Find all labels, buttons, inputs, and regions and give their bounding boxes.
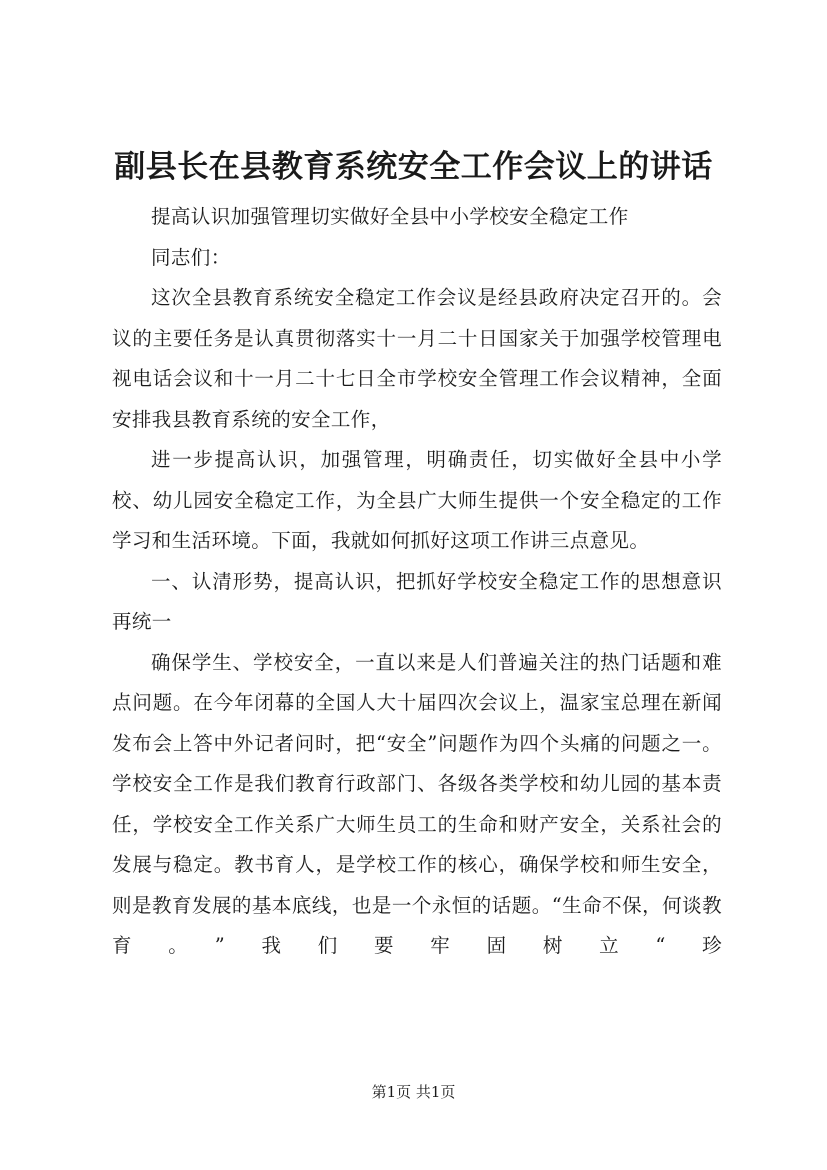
paragraph: 确保学生、学校安全，一直以来是人们普遍关注的热门话题和难点问题。在今年闭幕的全国人大十届四次会议上，温家宝总理在新闻发布会上答中外记者问时，把“安全”问题作为四个头痛的问题之一。学校安全工作是我们教育行政部门、各级各类学校和幼儿园的基本责任，学校安全工作关系广大师生员工的生命和财产安全，关系社会的发展与稳定。教书育人，是学校工作的核心，确保学校和师生安全，则是教育发展的基本底线，也是一个永恒的话题。“生命不保，何谈教育。”我们要牢固树立“珍 xyxy=(112,650,722,957)
section-heading: 一、认清形势，提高认识，把抓好学校安全稳定工作的思想意识再统一 xyxy=(112,569,722,633)
paragraph: 进一步提高认识，加强管理，明确责任，切实做好全县中小学校、幼儿园安全稳定工作，为全县广大师生提供一个安全稳定的工作学习和生活环境。下面，我就如何抓好这项工作讲三点意见。 xyxy=(112,448,722,552)
document-body xyxy=(112,197,722,967)
salutation: 同志们： xyxy=(151,245,231,269)
paragraph: 这次全县教育系统安全稳定工作会议是经县政府决定召开的。会议的主要任务是认真贯彻落实十一月二十日国家关于加强学校管理电视电话会议和十一月二十七日全市学校安全管理工作会议精神，全面安排我县教育系统的安全工作， xyxy=(112,286,722,431)
subtitle: 提高认识加强管理切实做好全县中小学校安全稳定工作 xyxy=(151,205,629,228)
document-title: 副县长在县教育系统安全工作会议上的讲话 xyxy=(114,149,713,185)
page-number-footer: 第1页 共1页 xyxy=(371,1083,456,1101)
